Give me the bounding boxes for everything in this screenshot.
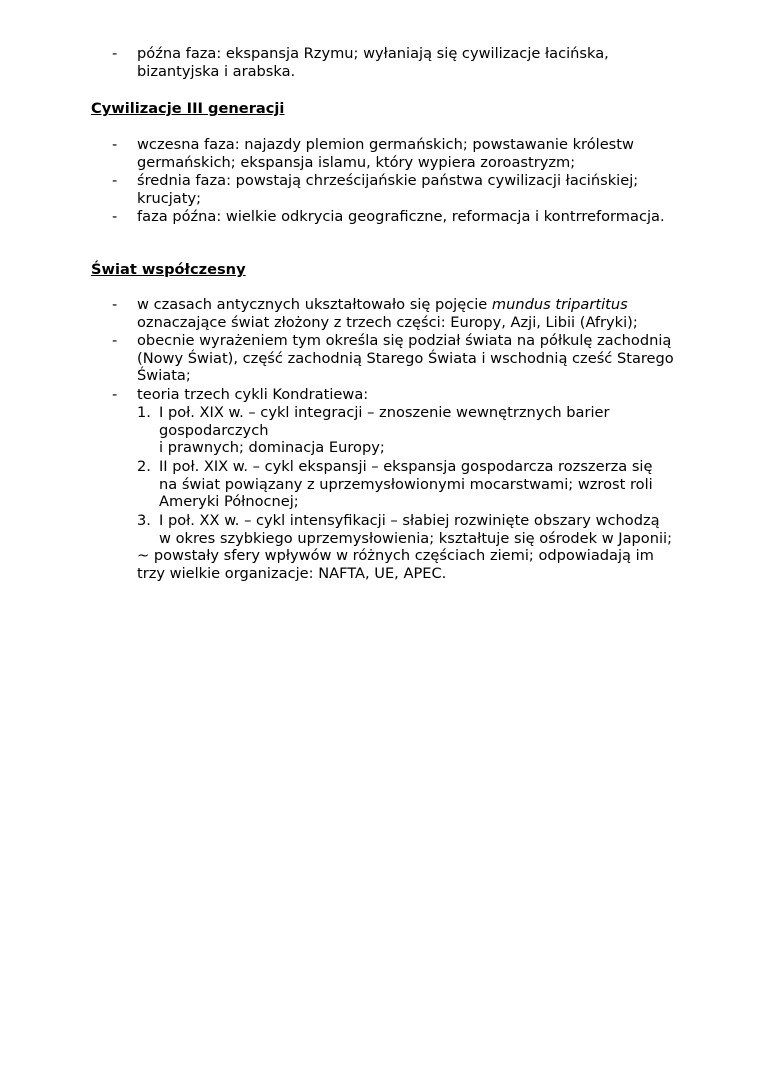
list-item-text: wczesna faza: najazdy plemion germańskich; powstawanie królestw germańskich; ekspansja islamu, który wypiera zoroastryzm;	[137, 136, 634, 171]
numbered-item-text: II poł. XIX w. – cykl ekspansji – ekspansja gospodarcza rozszerza się na świat powiązany z uprzemysłowionymi mocarstwami; wzrost roli Ameryki Północnej;	[159, 458, 653, 510]
item-number: 3.	[137, 512, 151, 529]
list-item-text: w czasach antycznych ukształtowało się pojęcie mundus tripartitus oznaczające świat złożony z trzech części: Europy, Azji, Libii (Afryki);	[137, 296, 638, 331]
list-dash: -	[112, 172, 118, 189]
list-dash: -	[112, 208, 118, 225]
list-item-text: średnia faza: powstają chrześcijańskie państwa cywilizacji łacińskiej; krucjaty;	[137, 172, 639, 207]
list-dash: -	[112, 296, 118, 313]
list-dash: -	[112, 45, 118, 62]
list-item-text: faza późna: wielkie odkrycia geograficzne, reformacja i kontrreformacja.	[137, 208, 665, 225]
italic-term: mundus tripartitus	[491, 296, 628, 313]
closing-note: ~ powstały sfery wpływów w różnych częściach ziemi; odpowiadają im trzy wielkie organizacje: NAFTA, UE, APEC.	[137, 547, 654, 582]
list-dash: -	[112, 332, 118, 349]
list-dash: -	[112, 386, 118, 403]
section-heading: Świat współczesny	[91, 261, 246, 278]
numbered-item-text: I poł. XIX w. – cykl integracji – znoszenie wewnętrznych barier gospodarczych i prawnych; dominacja Europy;	[159, 404, 610, 456]
item-number: 1.	[137, 404, 151, 421]
list-item-text: obecnie wyrażeniem tym określa się podział świata na półkulę zachodnią (Nowy Świat), część zachodnią Starego Świata i wschodnią cześć Starego Świata;	[137, 332, 674, 384]
numbered-item-text: I poł. XX w. – cykl intensyfikacji – słabiej rozwinięte obszary wchodzą w okres szybkiego uprzemysłowienia; kształtuje się ośrodek w Japonii;	[159, 512, 672, 547]
list-item-text: teoria trzech cykli Kondratiewa:	[137, 386, 369, 403]
item-number: 2.	[137, 458, 151, 475]
section-heading: Cywilizacje III generacji	[91, 100, 285, 117]
list-item-text: późna faza: ekspansja Rzymu; wyłaniają się cywilizacje łacińska, bizantyjska i arabska.	[137, 45, 609, 80]
list-dash: -	[112, 136, 118, 153]
